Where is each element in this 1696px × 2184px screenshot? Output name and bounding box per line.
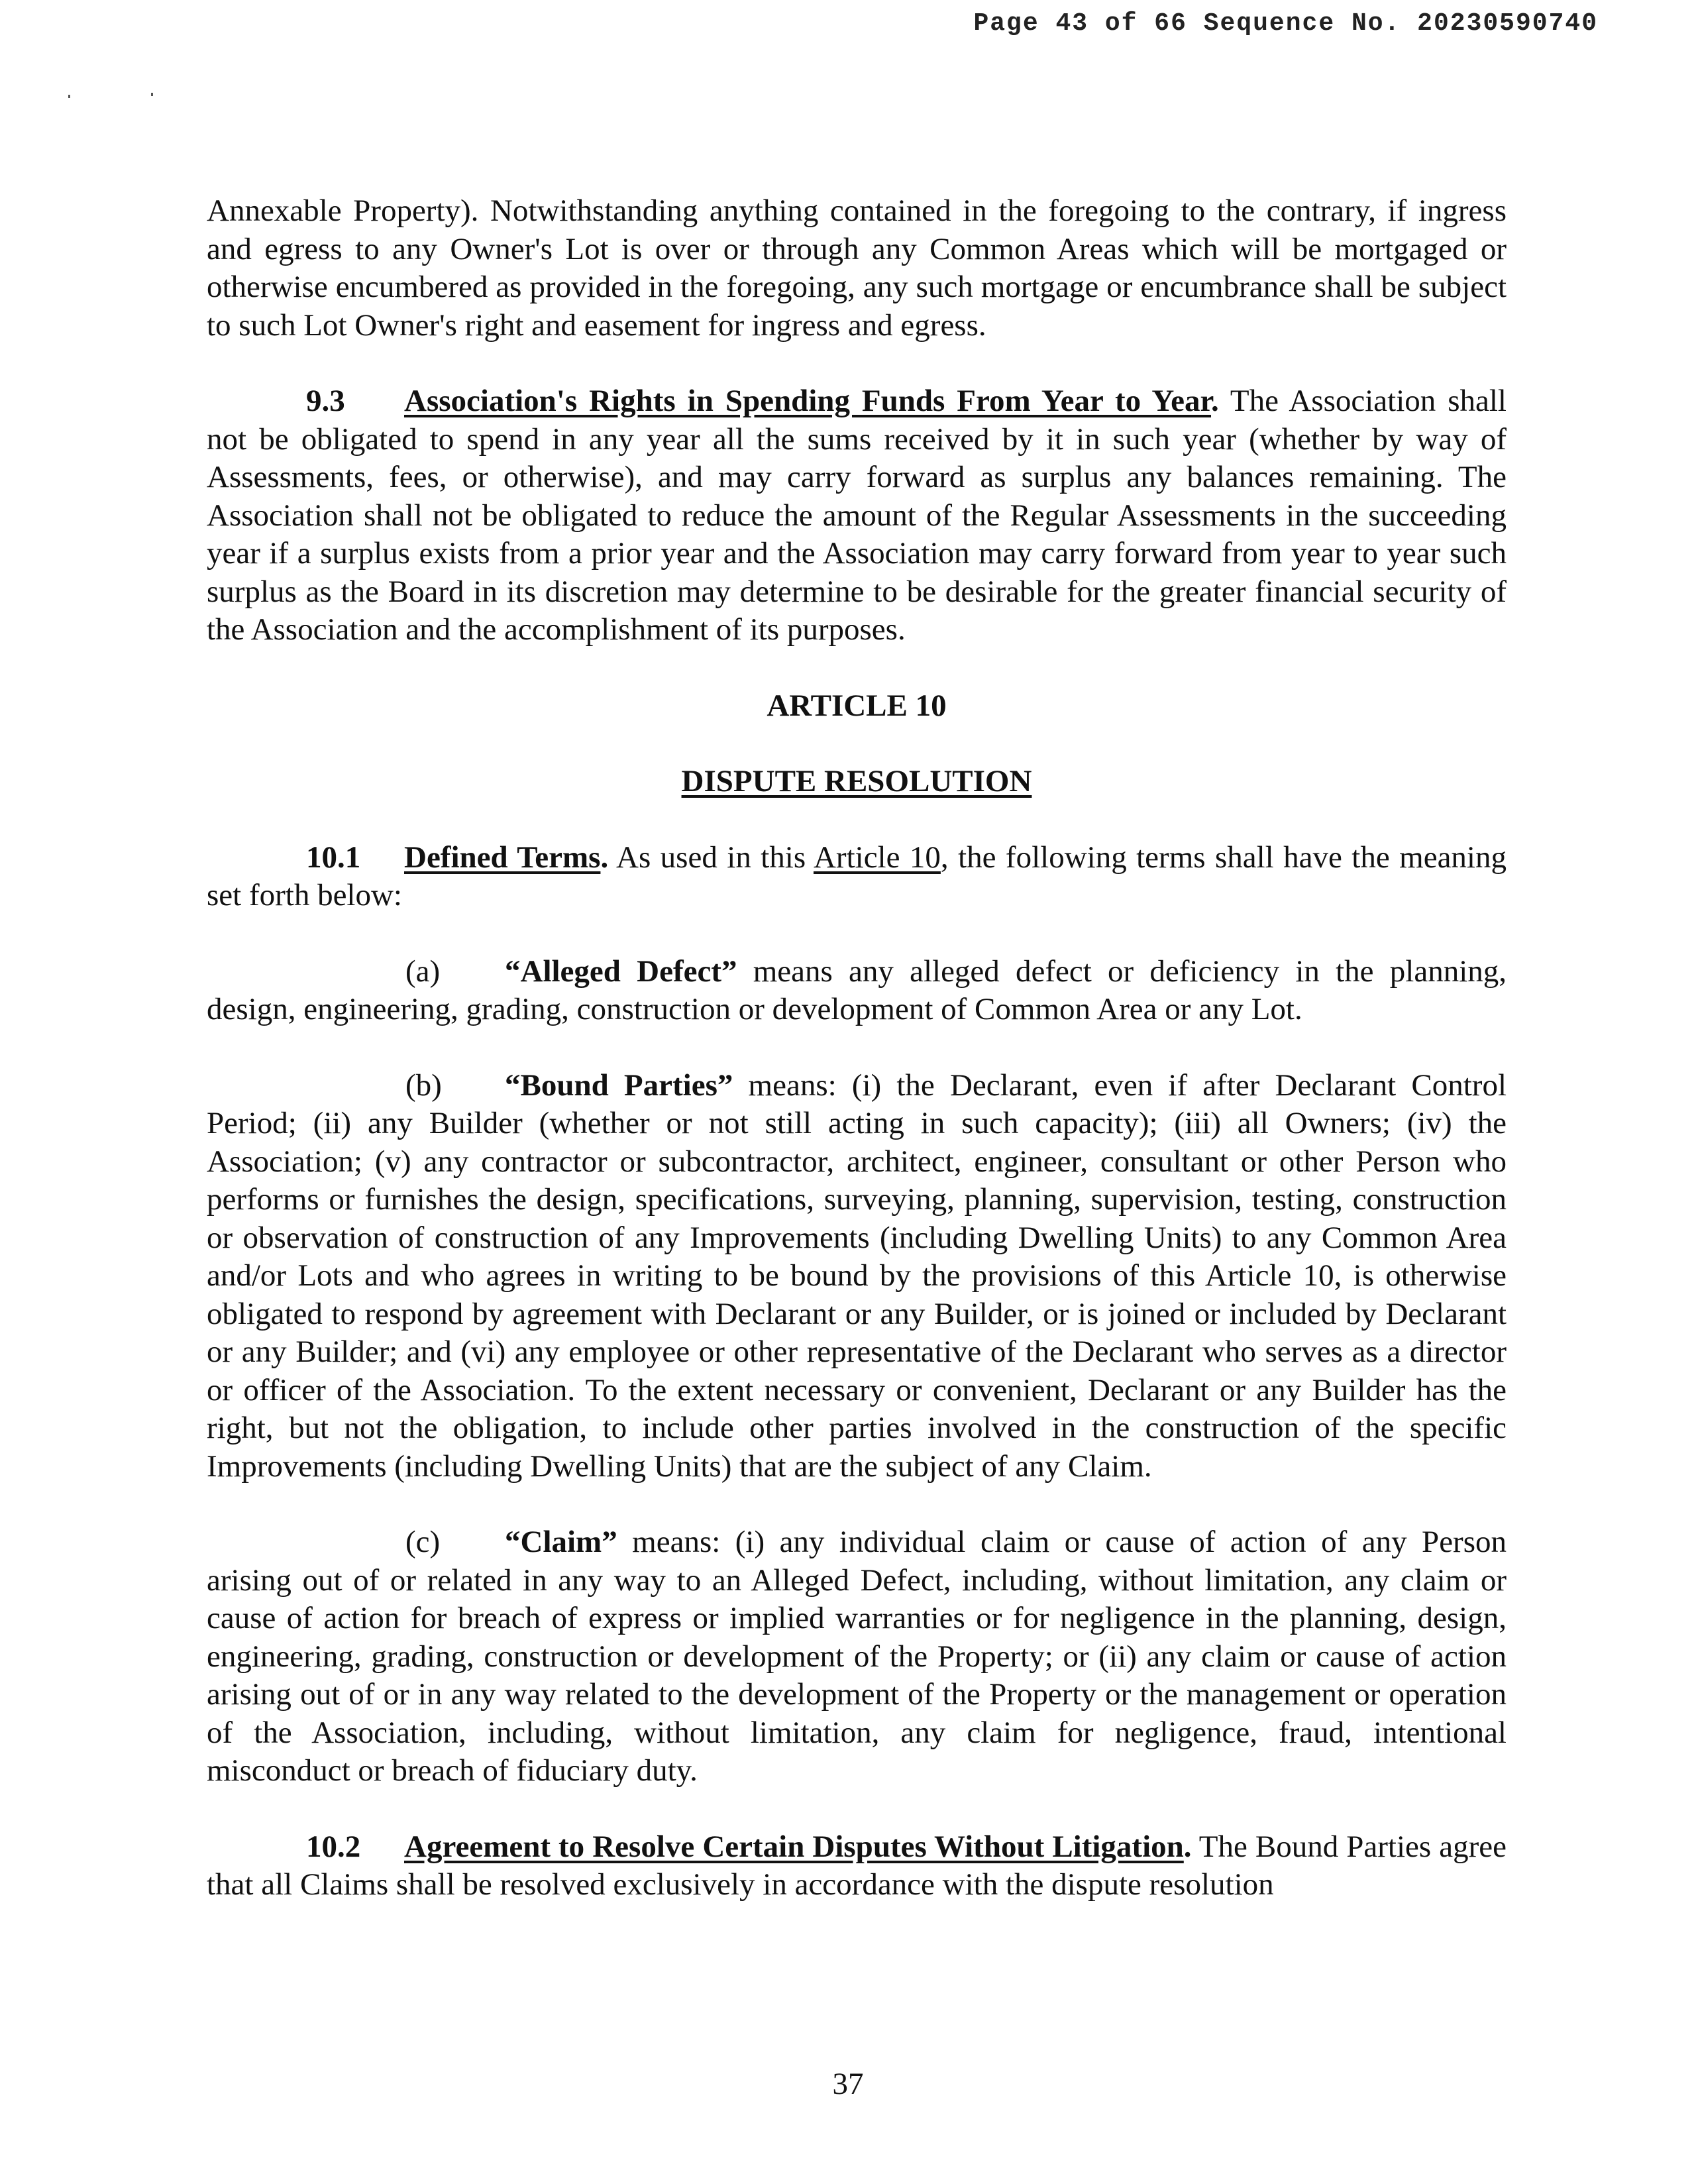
section-text: As used in this <box>608 840 814 875</box>
section-number: 10.2 <box>306 1829 361 1864</box>
section-10-2 <box>207 1828 1507 1904</box>
scan-mark <box>151 93 153 96</box>
continuation-paragraph: Annexable Property). Notwithstanding anything contained in the foregoing to the contrary, if ingress and egress to any Owner's Lot is over or through any Common Areas which will be mortgaged or otherwise encumbered as provided in the foregoing, any such mortgage or encumbrance shall be subject to such Lot Owner's right and easement for ingress and egress. <box>207 193 1507 343</box>
section-title: Association's Rights in Spending Funds From Year to Year <box>404 384 1212 418</box>
definition-claim <box>207 1523 1507 1790</box>
definition-alleged-defect <box>207 953 1507 1029</box>
title-period: . <box>600 840 609 875</box>
page-number: 37 <box>832 2067 864 2101</box>
section-9-3 <box>207 382 1507 649</box>
defined-term: “Bound Parties” <box>505 1067 733 1103</box>
section-text: , the following terms shall have the meaning set forth below: <box>207 840 1507 912</box>
document-body <box>207 192 1507 1904</box>
defined-term: “Alleged Defect” <box>505 954 737 989</box>
definition-text: means: (i) the Declarant, even if after Declarant Control Period; (ii) any Builder (whether or not still acting in such capacity); (iii) all Owners; (iv) the Association; (v) any contractor or subcontractor, architect, engineer, consultant or other Person who performs or furnishes the design, specifications, surveying, planning, supervision, testing, construction or observation of construction of any Improvements (including Dwelling Units) to any Common Area and/or Lots and who agrees in writing to be bound by the provisions of this Article 10, is otherwise obligated to respond by agreement with Declarant or any Builder, or is joined or included by Declarant or any Builder; and (vi) any employee or other representative of the Declarant who serves as a director or officer of the Association. To the extent necessary or convenient, Declarant or any Builder has the right, but not the obligation, to include other parties involved in the construction of the specific Improvements (including Dwelling Units) that are the subject of any Claim. <box>207 1067 1507 1484</box>
scan-mark <box>68 95 70 98</box>
definition-text: means: (i) any individual claim or cause of action of any Person arising out of or related in any way to an Alleged Defect, including, without limitation, any claim or cause of action for breach of express or implied warranties or for negligence in the planning, design, engineering, grading, construction or development of the Property; or (ii) any claim or cause of action arising out of or in any way related to the development of the Property or the management or operation of the Association, including, without limitation, any claim for negligence, fraud, intentional misconduct or breach of fiduciary duty. <box>207 1525 1507 1788</box>
article-heading: ARTICLE 10 <box>767 688 947 723</box>
definition-text: means any alleged defect or deficiency in the planning, design, engineering, grading, construction or development of Common Area or any Lot. <box>207 954 1507 1026</box>
item-letter: (a) <box>405 954 441 989</box>
definition-bound-parties <box>207 1067 1507 1486</box>
item-letter: (c) <box>405 1525 441 1559</box>
section-number: 10.1 <box>306 840 361 875</box>
title-period: . <box>1211 384 1219 418</box>
defined-term: “Claim” <box>505 1525 617 1559</box>
section-10-1 <box>207 839 1507 915</box>
article-title: DISPUTE RESOLUTION <box>681 764 1032 798</box>
section-text: The Association shall not be obligated to spend in any year all the sums received by it in such year (whether by way of Assessments, fees, or otherwise), and may carry forward as surplus any balances remaining. The Association shall not be obligated to reduce the amount of the Regular Assessments in the succeeding year if a surplus exists from a prior year and the Association may carry forward from year to year such surplus as the Board in its discretion may determine to be desirable for the greater financial security of the Association and the accomplishment of its purposes. <box>207 384 1507 647</box>
section-number: 9.3 <box>306 384 345 418</box>
article-reference: Article 10 <box>813 840 941 875</box>
section-text: The Bound Parties agree that all Claims shall be resolved exclusively in accordance with the dispute resolution <box>207 1829 1507 1902</box>
sequence-stamp: Page 43 of 66 Sequence No. 20230590740 <box>973 9 1598 38</box>
section-title: Defined Terms <box>404 840 601 875</box>
title-period: . <box>1183 1829 1192 1864</box>
section-title: Agreement to Resolve Certain Disputes Without Litigation <box>404 1829 1184 1864</box>
item-letter: (b) <box>405 1067 442 1103</box>
